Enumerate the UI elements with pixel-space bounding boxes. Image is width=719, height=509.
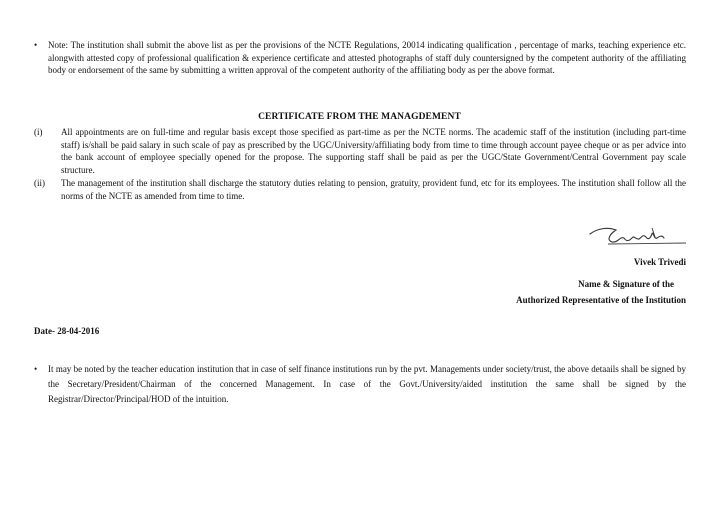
final-note-paragraph	[34, 362, 686, 407]
certificate-title: CERTIFICATE FROM THE MANAGDEMENT	[258, 112, 461, 122]
final-note-text: It may be noted by the teacher education institution that in case of self finance institutions run by the pvt. Managements under society/trust, the above detaails shall be signed by the Secretary/President/Chairman of the concerned Management. In case of the Govt./University/aided institution the same shall be signed by the Registrar/Director/Principal/HOD of the intuition.	[48, 364, 686, 404]
bullet-icon: •	[34, 40, 38, 50]
signatory-name: Vivek Trivedi	[633, 257, 686, 267]
item-text: All appointments are on full-time and regular basis except those specified as part-time as per the NCTE norms. The academic staff of the institution (including part-time staff) is/shall be paid salary in such scale of pay as prescribed by the UGC/University/affiliating body from time to time through account payee cheque or as per advice into the bank account of employee specially opened for the propose. The supporting staff shall be paid as per the UGC/State Government/Central Government pay scale structure.	[61, 127, 686, 175]
certificate-items	[34, 126, 686, 204]
handwritten-signature	[586, 222, 690, 250]
bullet-icon: •	[34, 364, 38, 374]
item-number: (i)	[34, 127, 43, 137]
item-text: The management of the institution shall discharge the statutory duties relating to pension, gratuity, provident fund, etc for its employees. The institution shall follow all the norms of the NCTE as amended from time to time.	[61, 178, 686, 201]
item-number: (ii)	[34, 178, 45, 189]
document-date: Date- 28-04-2016	[34, 326, 100, 336]
note-text: Note: The institution shall submit the above list as per the provisions of the NCTE Regulations, 20014 indicating qualification , percentage of marks, teaching experience etc. alongwith attested copy of professional qualification & experience certificate and attested photographs of staff duly countersigned by the competent authority of the affiliating body or endorsement of the same by submitting a written approval of the competent authority of the affiliating body as per the above format.	[48, 40, 686, 76]
signatory-role-line2: Authorized Representative of the Institution	[516, 295, 686, 305]
note-paragraph	[34, 39, 686, 77]
certificate-item	[34, 177, 686, 202]
signatory-role-line1: Name & Signature of the	[578, 279, 674, 289]
certificate-item	[34, 126, 686, 176]
